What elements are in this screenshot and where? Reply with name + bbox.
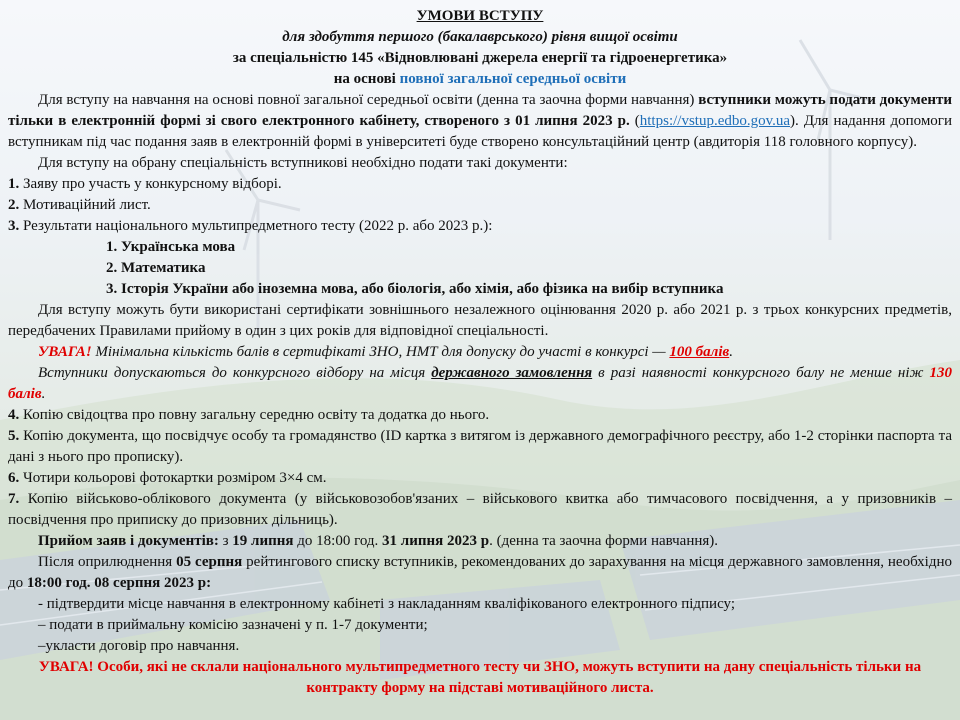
subject-1: 1. Українська мова	[106, 239, 236, 255]
specialty-line: за спеціальністю 145 «Відновлювані джерела енергії та гідроенергетика»	[232, 50, 728, 66]
basis-highlight: повної загальної середньої освіти	[399, 71, 627, 87]
doc-item-2: 2. Мотиваційний лист.	[8, 197, 151, 213]
application-schedule: Прийом заяв і документів: з 19 липня до 18:00 год. 31 липня 2023 р. (денна та заочна форми навчання).	[38, 533, 719, 549]
contract-warning: УВАГА! Особи, які не склали національного мультипредметного тесту чи ЗНО, можуть вступити на дану спеціальність тільки на контракту форму на підставі мотиваційного листа.	[38, 659, 922, 696]
edbo-link[interactable]: https://vstup.edbo.gov.ua	[639, 113, 791, 129]
subject-2: 2. Математика	[106, 260, 206, 276]
subject-3: 3. Історія України або іноземна мова, або біологія, або хімія, або фізика на вибір вступника	[106, 281, 724, 297]
doc-item-6: 6. Чотири кольорові фотокартки розміром 3×4 см.	[8, 470, 327, 486]
minimum-score: 100 балів	[669, 344, 730, 360]
doc-item-4: 4. Копію свідоцтва про повну загальну середню освіту та додатка до нього.	[8, 407, 490, 423]
after-rating-paragraph: Після оприлюднення 05 серпня рейтингового списку вступників, рекомендованих до зарахування на місця державного замовлення, необхідно до 18:00 год. 08 серпня 2023 р:	[8, 554, 952, 591]
zno-paragraph: Для вступу можуть бути використані сертифікати зовнішнього незалежного оцінювання 2020 р. або 2021 р. з трьох конкурсних предметів, передбачених Правилами прийому в один з цих років для відповідної спеціальності.	[8, 302, 952, 339]
doc-item-5: 5. Копію документа, що посвідчує особу та громадянство (ID картка з витягом із державного демографічного реєстру, або 1-2 сторінки паспорта та дані з нього про прописку).	[8, 428, 952, 465]
doc-item-3: 3. Результати національного мультипредметного тесту (2022 р. або 2023 р.):	[8, 218, 493, 234]
deadline-step-3: –укласти договір про навчання.	[38, 638, 240, 654]
minimum-score-warning: УВАГА! Мінімальна кількість балів в сертифікаті ЗНО, НМТ для допуску до участі в конкурсі — 100 балів.	[38, 344, 733, 360]
state-order-paragraph: Вступники допускаються до конкурсного відбору на місця державного замовлення в разі наявності конкурсного балу не менше ніж 130 балів.	[8, 365, 952, 402]
deadline-step-1: - підтвердити місце навчання в електронному кабінеті з накладанням кваліфікованого електронного підпису;	[38, 596, 736, 612]
page-subtitle: для здобуття першого (бакалаврського) рівня вищої освіти	[282, 29, 678, 45]
state-order-score: 130 балів	[8, 365, 952, 402]
intro-paragraph: Для вступу на навчання на основі повної загальної середньої освіти (денна та заочна форми навчання) вступники можуть подати документи тільки в електронній формі зі свого електронного кабінету, створеного з 01 липня 2023 р. (https://vstup.edbo.gov.ua). Для надання допомоги вступникам під час подання заяв в електронній формі в університеті буде створено консультаційний центр (авдиторія 118 головного корпусу).	[8, 92, 953, 150]
documents-intro: Для вступу на обрану спеціальність вступникові необхідно подати такі документи:	[38, 155, 568, 171]
page-title: УМОВИ ВСТУПУ	[416, 8, 544, 24]
doc-item-1: 1. Заяву про участь у конкурсному відборі.	[8, 176, 282, 192]
admission-document	[8, 6, 952, 699]
deadline-step-2: – подати в приймальну комісію зазначені у п. 1-7 документи;	[38, 617, 428, 633]
doc-item-7: 7. Копію військово-облікового документа (у військовозобов'язаних – військового квитка або тимчасового посвідчення, а у призовників – посвідчення про приписку до призовних дільниць).	[8, 491, 952, 528]
basis-line: на основі повної загальної середньої освіти	[333, 71, 627, 87]
